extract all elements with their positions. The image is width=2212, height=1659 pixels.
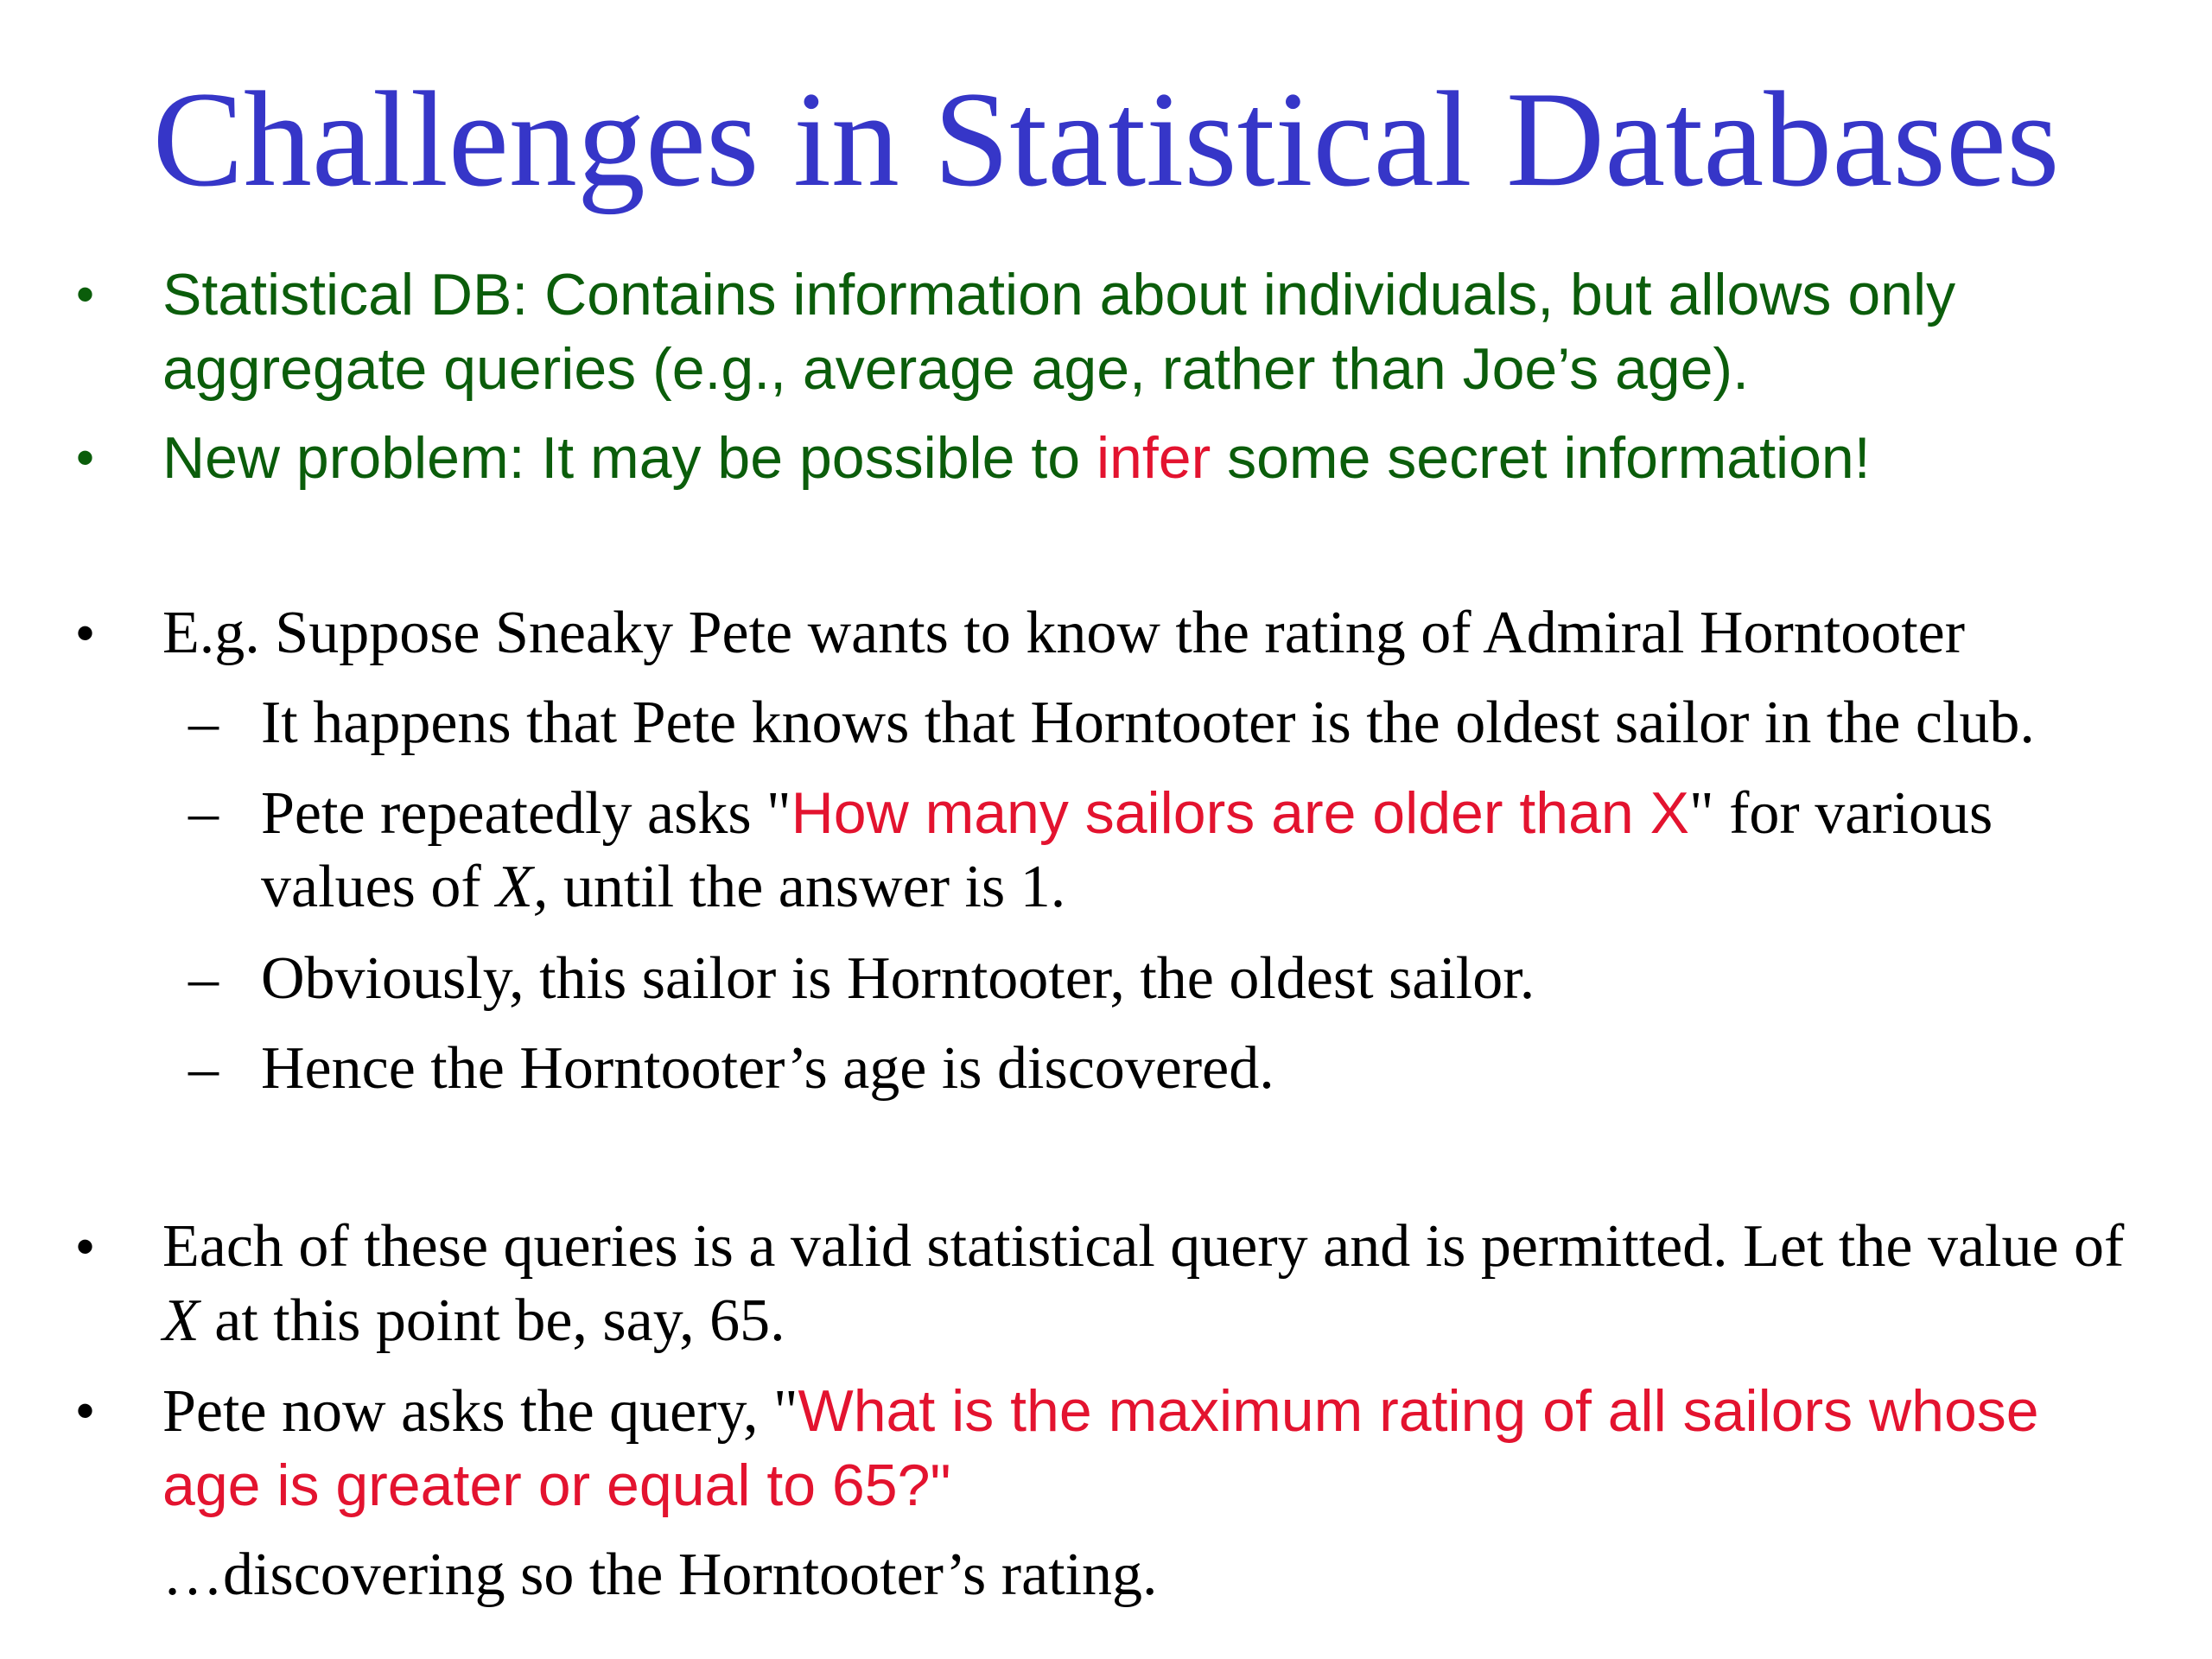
sub-2-line-1 <box>261 776 1993 851</box>
bullet-2-pre: New problem: It may be possible to <box>162 425 1096 491</box>
bullet-dot: • <box>76 1217 95 1275</box>
bullet-dot: • <box>76 604 95 662</box>
closing-line: …discovering so the Horntooter’s rating. <box>162 1541 1158 1608</box>
bullet-dot: • <box>76 429 95 486</box>
sub-dash: – <box>188 690 219 756</box>
sub-4-text: Hence the Horntooter’s age is discovered. <box>261 1035 1274 1102</box>
sub-2-line2-pre: values of <box>261 854 497 920</box>
bullet-5-highlight-2: age is greater or equal to 65?" <box>162 1452 951 1518</box>
bullet-4-var: X <box>162 1287 200 1354</box>
sub-dash: – <box>188 1035 219 1102</box>
bullet-4-line-2 <box>162 1284 785 1358</box>
sub-2-highlight: How many sailors are older than X <box>791 780 1689 846</box>
bullet-2-highlight: infer <box>1096 425 1211 491</box>
bullet-dot: • <box>76 1382 95 1440</box>
bullet-1-line-2: aggregate queries (e.g., average age, rather than Joe’s age). <box>162 336 1749 402</box>
sub-2-pre: Pete repeatedly asks " <box>261 780 791 847</box>
sub-2-line-2 <box>261 850 1065 925</box>
slide-title: Challenges in Statistical Databases <box>152 64 2060 215</box>
bullet-4-line2-post: at this point be, say, 65. <box>199 1287 785 1354</box>
sub-2-post: " for various <box>1689 780 1993 847</box>
bullet-3-text: E.g. Suppose Sneaky Pete wants to know the rating of Admiral Horntooter <box>162 600 1966 666</box>
sub-1-text: It happens that Pete knows that Horntooter is the oldest sailor in the club. <box>261 690 2035 756</box>
sub-2-line2-var: X, <box>496 854 549 920</box>
sub-3-text: Obviously, this sailor is Horntooter, the oldest sailor. <box>261 945 1535 1012</box>
bullet-1-line-1: Statistical DB: Contains information about individuals, but allows only <box>162 262 1956 327</box>
sub-dash: – <box>188 779 219 846</box>
bullet-dot: • <box>76 265 95 323</box>
bullet-4-line-1: Each of these queries is a valid statistical query and is permitted. Let the value of <box>162 1213 2125 1280</box>
bullet-2-text <box>162 421 1871 495</box>
bullet-5-highlight-1: What is the maximum rating of all sailors whose <box>798 1378 2039 1444</box>
bullet-2-post: some secret information! <box>1211 425 1871 491</box>
sub-2-line2-post: until the answer is 1. <box>548 854 1066 920</box>
bullet-5-pre: Pete now asks the query, " <box>162 1378 798 1445</box>
bullet-5-line-1 <box>162 1374 2039 1449</box>
sub-dash: – <box>188 945 219 1012</box>
